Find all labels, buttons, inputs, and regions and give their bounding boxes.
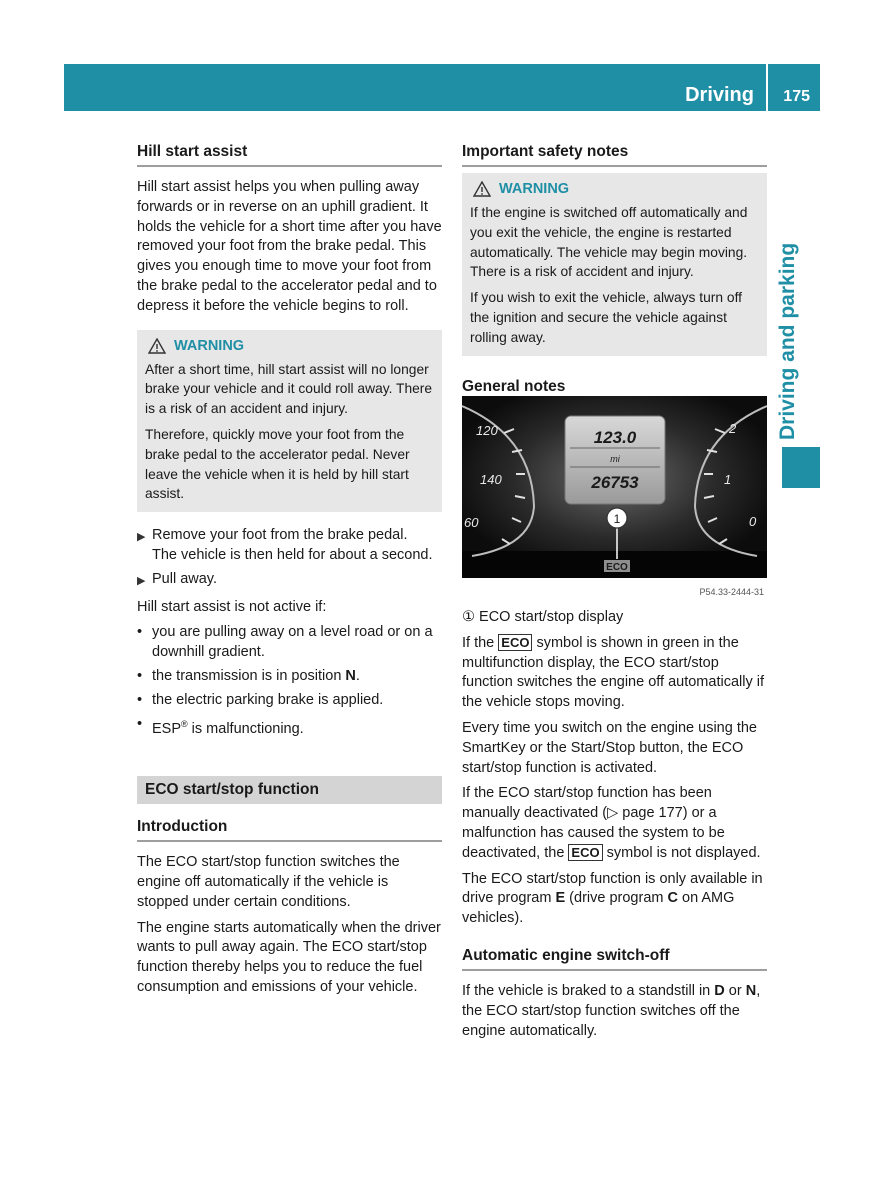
figure-caption	[462, 608, 767, 628]
callout-number: 1	[613, 512, 621, 526]
figure-reference-code: P54.33-2444-31	[699, 587, 764, 597]
section-title-safety: Important safety notes	[462, 143, 767, 167]
instruction-step	[137, 526, 442, 566]
warning-box-eco	[462, 173, 767, 356]
warning-text: Therefore, quickly move your foot from the brake pedal to the accelerator pedal. Never leave the vehicle when it is held by hill start assist.	[145, 426, 410, 502]
header-bar	[64, 64, 820, 111]
header-divider	[766, 64, 768, 111]
page-number: 175	[783, 88, 810, 105]
eco-paragraph: If the ECO start/stop function has been manually deactivated (▷ page 177) or a malfunction has caused the system to be deactivated, the ECO symbol is not displayed.	[462, 785, 761, 861]
list-item: • you are pulling away on a level road or on a downhill gradient.	[137, 624, 433, 661]
eco-symbol: ECO	[568, 844, 602, 861]
warning-title	[145, 338, 434, 354]
warning-box-hill	[137, 330, 442, 513]
eco-paragraph: Every time you switch on the engine using the SmartKey or the Start/Stop button, the ECO start/stop function is activated.	[462, 719, 757, 776]
side-tab-marker	[782, 447, 820, 488]
tick-label: 60	[464, 515, 479, 530]
eco-symbol: ECO	[498, 634, 532, 651]
display-value-top: 123.0	[593, 428, 637, 447]
display-value-bottom: 26753	[591, 473, 639, 492]
section-title-hill-start: Hill start assist	[137, 143, 442, 167]
display-unit: mi	[610, 454, 620, 464]
tick-label: 1	[724, 472, 732, 487]
step-text: Pull away.	[152, 570, 218, 587]
list-item: • the transmission is in position N.	[137, 667, 360, 684]
not-active-intro: Hill start assist is not active if:	[137, 598, 327, 615]
auto-switch-off-paragraph: If the vehicle is braked to a standstill in D or N, the ECO start/stop function switches off the engine automatically.	[462, 982, 761, 1039]
instrument-cluster-figure	[462, 396, 767, 602]
list-item: • ESP® is malfunctioning.	[137, 715, 304, 737]
intro-paragraph: The engine starts automatically when the driver wants to pull away again. The ECO start/stop function thereby helps you to reduce the fuel consumption and emissions of your vehicle.	[137, 919, 441, 995]
intro-paragraph: The ECO start/stop function switches the engine off automatically if the vehicle is stopped under certain conditions.	[137, 854, 400, 910]
right-column-lower	[462, 608, 767, 1047]
caption-text: ECO start/stop display	[479, 609, 624, 625]
warning-label: WARNING	[174, 337, 245, 354]
section-title-introduction: Introduction	[137, 818, 442, 842]
tick-label: 140	[480, 472, 502, 487]
caption-number: ①	[462, 609, 475, 625]
step-arrow-icon: ▶	[137, 574, 146, 587]
list-item: • the electric parking brake is applied.	[137, 691, 384, 708]
step-result: The vehicle is then held for about a second.	[152, 546, 433, 563]
step-text: Remove your foot from the brake pedal.	[152, 527, 408, 544]
tick-label: 120	[476, 423, 498, 438]
hill-start-paragraph: Hill start assist helps you when pulling away forwards or in reverse on an uphill gradient. It holds the vehicle for a short time after you have removed your foot from the brake pedal. This gives you enough time to move your foot from the brake pedal to the accelerator pedal and to depress it before the vehicle begins to roll.	[137, 179, 442, 314]
eco-paragraph: If the ECO symbol is shown in green in the multifunction display, the ECO start/stop function switches the engine off automatically if the vehicle stops moving.	[462, 634, 764, 711]
eco-indicator: ECO	[606, 562, 628, 573]
eco-paragraph: The ECO start/stop function is only available in drive program E (drive program C on AMG vehicles).	[462, 870, 763, 927]
warning-text: If you wish to exit the vehicle, always turn off the ignition and secure the vehicle against rolling away.	[470, 290, 742, 345]
section-title-general: General notes	[462, 378, 767, 402]
warning-label: WARNING	[499, 181, 570, 197]
tick-label: 2	[729, 421, 737, 436]
section-heading-eco: ECO start/stop function	[137, 776, 442, 804]
step-arrow-icon: ▶	[137, 531, 146, 544]
left-column	[137, 143, 442, 1004]
warning-title	[470, 181, 759, 197]
side-tab	[776, 240, 816, 440]
instruction-step	[137, 570, 442, 592]
warning-text: After a short time, hill start assist will no longer brake your vehicle and it could roll away. There is a risk of an accident and injury.	[145, 361, 433, 417]
right-column	[462, 143, 767, 402]
tick-label: 0	[749, 514, 757, 529]
header-title: Driving	[685, 84, 754, 106]
warning-text: If the engine is switched off automatically and you exit the vehicle, the engine is restarted automatically. The vehicle may begin moving. There is a risk of accident and injury.	[470, 205, 748, 280]
side-tab-label: Driving and parking	[776, 242, 799, 440]
warning-triangle-icon	[148, 338, 166, 354]
warning-triangle-icon	[473, 181, 491, 197]
section-title-auto-switch-off: Automatic engine switch-off	[462, 947, 767, 971]
